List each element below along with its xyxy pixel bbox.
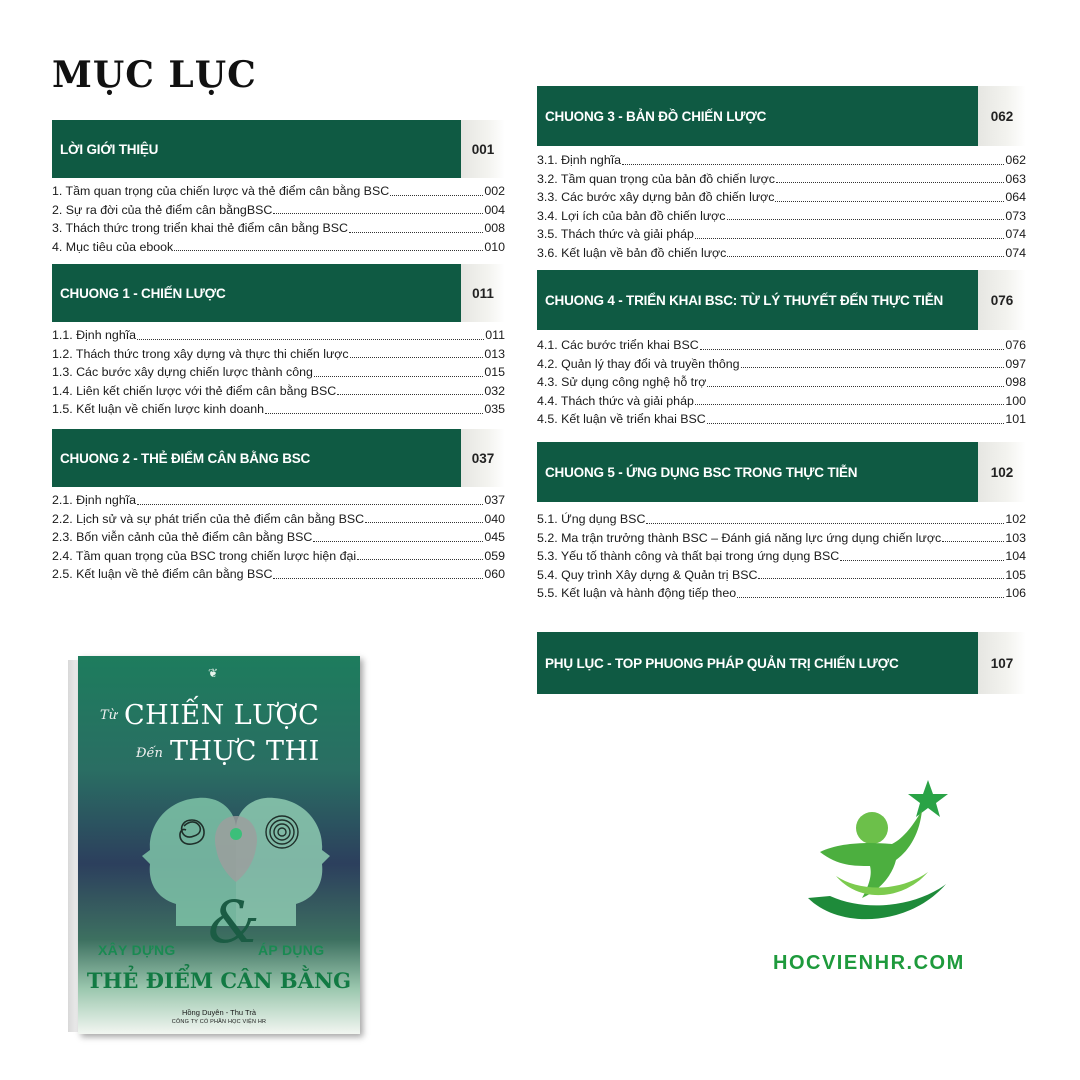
toc-entry[interactable]: 3.2. Tầm quan trọng của bản đồ chiến lược 063 bbox=[537, 171, 1026, 186]
toc-section-chuong-4 bbox=[537, 270, 1026, 429]
toc-section-intro bbox=[52, 120, 505, 256]
brand-name[interactable]: HOCVIENHR.COM bbox=[773, 952, 965, 974]
toc-entry[interactable]: 5.5. Kết luận và hành động tiếp theo 106 bbox=[537, 586, 1026, 600]
toc-entry[interactable]: 4.1. Các bước triển khai BSC 076 bbox=[537, 338, 1026, 352]
toc-entry[interactable]: 1.1. Định nghĩa 011 bbox=[52, 328, 505, 342]
cover-sub-left: XÂY DỰNG bbox=[98, 942, 176, 958]
toc-section-chuong-5 bbox=[537, 442, 1026, 603]
book-cover bbox=[68, 656, 368, 1036]
hocvienhr-logo-icon bbox=[800, 780, 960, 930]
cover-company: CÔNG TY CỔ PHẦN HỌC VIỆN HR bbox=[171, 1019, 267, 1025]
toc-section-chuong-1 bbox=[52, 264, 505, 419]
cover-sub-right: ÁP DỤNG bbox=[258, 942, 325, 958]
toc-entry[interactable]: 2.2. Lịch sử và sự phát triển của thẻ điểm cân bằng BSC 040 bbox=[52, 511, 505, 526]
toc-entry[interactable]: 4.2. Quản lý thay đổi và truyền thông 097 bbox=[537, 356, 1026, 371]
toc-entry[interactable]: 1.5. Kết luận về chiến lược kinh doanh 035 bbox=[52, 402, 505, 416]
section-title: PHỤ LỤC - TOP PHUONG PHÁP QUẢN TRỊ CHIẾN LƯỢC bbox=[537, 632, 978, 694]
toc-entry[interactable]: 4. Mục tiêu của ebook 010 bbox=[52, 239, 505, 254]
page-title: MỤC LỤC bbox=[52, 54, 257, 96]
toc-entry[interactable]: 1.2. Thách thức trong xây dựng và thực thi chiến lược 013 bbox=[52, 346, 505, 361]
section-title: LỜI GIỚI THIỆU bbox=[52, 120, 461, 178]
cover-ampersand: & bbox=[208, 888, 260, 956]
toc-entry[interactable]: 3.3. Các bước xây dựng bản đồ chiến lược 064 bbox=[537, 190, 1026, 204]
section-page: 001 bbox=[461, 120, 505, 178]
section-page: 062 bbox=[978, 86, 1026, 146]
toc-entry[interactable]: 1. Tầm quan trọng của chiến lược và thẻ điểm cân bằng BSC 002 bbox=[52, 184, 505, 198]
publisher-leaf-icon: ❦ bbox=[208, 666, 219, 680]
section-title: CHUONG 5 - ỨNG DỤNG BSC TRONG THỰC TIỄN bbox=[537, 442, 978, 502]
toc-entry[interactable]: 3. Thách thức trong triển khai thẻ điểm cân bằng BSC 008 bbox=[52, 221, 505, 235]
section-title: CHUONG 4 - TRIỂN KHAI BSC: TỪ LÝ THUYẾT ĐẾN THỰC TIỄN bbox=[537, 270, 978, 330]
toc-entry[interactable]: 3.4. Lợi ích của bản đồ chiến lược 073 bbox=[537, 208, 1026, 223]
toc-section-chuong-2 bbox=[52, 429, 505, 584]
toc-entry[interactable]: 5.4. Quy trình Xây dựng & Quản trị BSC 105 bbox=[537, 567, 1026, 582]
toc-entry[interactable]: 4.3. Sử dụng công nghệ hỗ trợ 098 bbox=[537, 375, 1026, 389]
toc-entry[interactable]: 1.4. Liên kết chiến lược với thẻ điểm cân bằng BSC 032 bbox=[52, 383, 505, 398]
section-page: 076 bbox=[978, 270, 1026, 330]
toc-entry[interactable]: 1.3. Các bước xây dựng chiến lược thành công 015 bbox=[52, 365, 505, 379]
toc-entry[interactable]: 2.3. Bốn viễn cảnh của thẻ điểm cân bằng BSC 045 bbox=[52, 530, 505, 544]
section-page: 037 bbox=[461, 429, 505, 487]
cover-line2: THỰC THI bbox=[170, 736, 320, 767]
section-page: 102 bbox=[978, 442, 1026, 502]
book-front bbox=[78, 656, 360, 1034]
toc-entry[interactable]: 2.1. Định nghĩa 037 bbox=[52, 493, 505, 507]
cover-den: Đến bbox=[136, 746, 163, 761]
section-page: 107 bbox=[978, 632, 1026, 694]
toc-section-chuong-3 bbox=[537, 86, 1026, 262]
toc-entry[interactable]: 5.1. Ứng dụng BSC 102 bbox=[537, 512, 1026, 526]
toc-section-phu-luc bbox=[537, 632, 1026, 694]
toc-entry[interactable]: 2.4. Tầm quan trọng của BSC trong chiến lược hiện đại 059 bbox=[52, 548, 505, 563]
section-title: CHUONG 1 - CHIẾN LƯỢC bbox=[52, 264, 461, 322]
toc-entry[interactable]: 2.5. Kết luận về thẻ điểm cân bằng BSC 060 bbox=[52, 567, 505, 581]
cover-tu: Từ bbox=[100, 708, 118, 723]
section-page: 011 bbox=[461, 264, 505, 322]
toc-entry[interactable]: 5.2. Ma trận trưởng thành BSC – Đánh giá năng lực ứng dụng chiến lược 103 bbox=[537, 530, 1026, 545]
section-title: CHUONG 2 - THẺ ĐIỂM CÂN BẰNG BSC bbox=[52, 429, 461, 487]
toc-entry[interactable]: 2. Sự ra đời của thẻ điểm cân bằngBSC 004 bbox=[52, 202, 505, 217]
toc-entry[interactable]: 3.5. Thách thức và giải pháp 074 bbox=[537, 227, 1026, 241]
cover-main-subtitle: THẺ ĐIỂM CÂN BẰNG bbox=[86, 968, 352, 993]
toc-entry[interactable]: 3.1. Định nghĩa 062 bbox=[537, 153, 1026, 167]
cover-authors: Hồng Duyên - Thu Trà bbox=[181, 1008, 257, 1017]
cover-line1: CHIẾN LƯỢC bbox=[124, 700, 320, 731]
toc-entry[interactable]: 4.4. Thách thức và giải pháp 100 bbox=[537, 393, 1026, 408]
section-title: CHUONG 3 - BẢN ĐỒ CHIẾN LƯỢC bbox=[537, 86, 978, 146]
toc-entry[interactable]: 5.3. Yếu tố thành công và thất bại trong ứng dụng BSC 104 bbox=[537, 549, 1026, 563]
toc-entry[interactable]: 3.6. Kết luận về bản đồ chiến lược 074 bbox=[537, 245, 1026, 260]
toc-entry[interactable]: 4.5. Kết luận về triển khai BSC 101 bbox=[537, 412, 1026, 426]
